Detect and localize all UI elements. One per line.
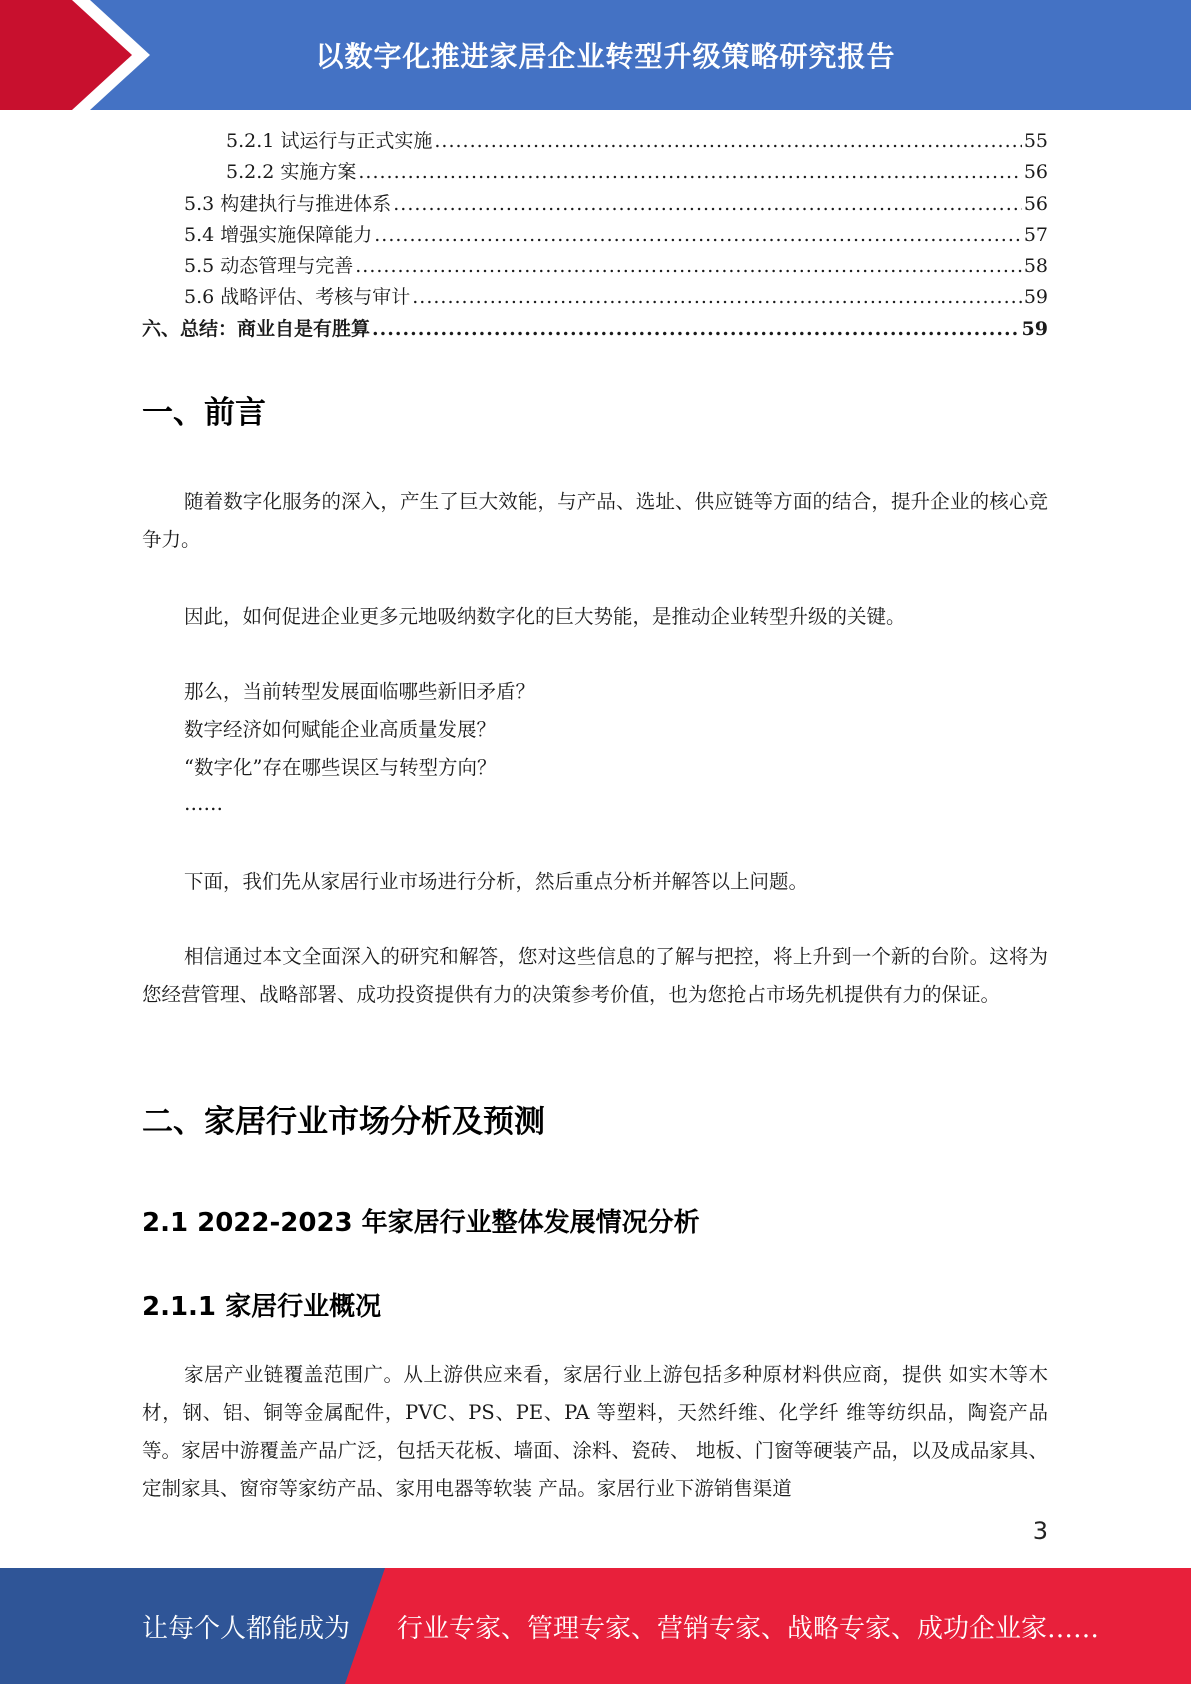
- toc-entry-page: 55: [1023, 130, 1048, 152]
- toc-entry-label: 5.3 构建执行与推进体系: [184, 192, 392, 215]
- toc-entry-label: 5.2.1 试运行与正式实施: [226, 130, 433, 152]
- toc-entry[interactable]: [142, 314, 1048, 345]
- question-line: 数字经济如何赋能企业高质量发展？: [184, 718, 497, 741]
- page-number: 3: [1032, 1517, 1048, 1545]
- subsection-heading: 2.1.1 家居行业概况: [142, 1292, 382, 1322]
- toc-leader-dots: [374, 220, 1022, 251]
- subsection-heading: 2.1 2022-2023 年家居行业整体发展情况分析: [142, 1208, 700, 1238]
- question-line: “数字化”存在哪些误区与转型方向？: [184, 756, 497, 779]
- toc-entry-page: 59: [1023, 286, 1048, 309]
- toc-entry-label: 5.4 增强实施保障能力: [184, 223, 373, 246]
- toc-entry-label: 5.6 战略评估、考核与审计: [184, 286, 411, 309]
- toc-entry-page: 59: [1021, 317, 1048, 340]
- toc-entry-page: 56: [1023, 161, 1048, 184]
- page-footer: [0, 1568, 1191, 1684]
- report-title: 以数字化推进家居企业转型升级策略研究报告: [315, 40, 896, 73]
- toc-entry-label: 六、总结：商业自是有胜算: [142, 317, 371, 340]
- paragraph: 因此，如何促进企业更多元地吸纳数字化的巨大势能，是推动企业转型升级的关键。: [184, 605, 906, 628]
- toc-entry[interactable]: [142, 189, 1048, 220]
- table-of-contents: [142, 126, 1048, 345]
- toc-leader-dots: [434, 126, 1021, 157]
- paragraph: 相信通过本文全面深入的研究和解答，您对这些信息的了解与把控，将上升到一个新的台阶。这将为您经营管理、战略部署、成功投资提供有力的决策参考价值，也为您抢占市场先机提供有力的保证。: [142, 945, 1048, 1006]
- toc-entry[interactable]: [142, 251, 1048, 282]
- toc-entry-page: 57: [1023, 223, 1048, 246]
- toc-leader-dots: [372, 314, 1020, 345]
- toc-entry[interactable]: [142, 282, 1048, 313]
- footer-slogan-left: 让每个人都能成为: [142, 1613, 351, 1644]
- paragraph: 下面，我们先从家居行业市场进行分析，然后重点分析并解答以上问题。: [184, 870, 809, 893]
- question-line: 那么，当前转型发展面临哪些新旧矛盾？: [184, 680, 536, 703]
- toc-entry-label: 5.5 动态管理与完善: [184, 255, 354, 278]
- toc-entry[interactable]: [142, 126, 1048, 157]
- section-heading-market-analysis: 二、家居行业市场分析及预测: [142, 1104, 545, 1140]
- paragraph: 随着数字化服务的深入，产生了巨大效能，与产品、选址、供应链等方面的结合，提升企业的核心竞争力。: [142, 490, 1048, 551]
- toc-entry-label: 5.2.2 实施方案: [226, 161, 357, 184]
- section-heading-preface: 一、前言: [142, 395, 266, 431]
- toc-entry-page: 58: [1023, 255, 1048, 278]
- toc-entry[interactable]: [142, 220, 1048, 251]
- toc-leader-dots: [358, 157, 1021, 188]
- footer-slogan-right: 行业专家、管理专家、营销专家、战略专家、成功企业家……: [397, 1613, 1100, 1644]
- ellipsis-line: ……: [184, 792, 223, 815]
- page-header: [0, 0, 1191, 110]
- toc-leader-dots: [355, 251, 1022, 282]
- toc-entry-page: 56: [1023, 192, 1048, 215]
- toc-leader-dots: [393, 189, 1022, 220]
- toc-leader-dots: [412, 282, 1022, 313]
- paragraph: 家居产业链覆盖范围广。从上游供应来看，家居行业上游包括多种原材料供应商，提供 如实木等木材，钢、铝、铜等金属配件，PVC、PS、PE、PA 等塑料，天然纤维、化学纤 维等纺织品，陶瓷产品等。家居中游覆盖产品广泛，包括天花板、墙面、涂料、瓷砖、 地板、门窗等硬装产品，以及成品家具、定制家具、窗帘等家纺产品、家用电器等软装 产品。家居行业下游销售渠道: [142, 1363, 1048, 1500]
- toc-entry[interactable]: [142, 157, 1048, 188]
